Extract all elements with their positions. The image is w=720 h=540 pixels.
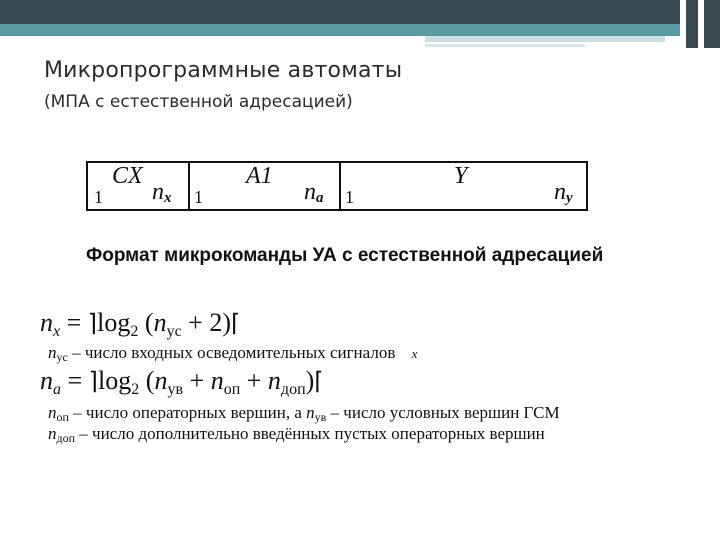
microcommand-format	[86, 161, 586, 209]
top-teal-bar	[0, 24, 720, 36]
field-start-index: 1	[345, 187, 354, 207]
field-length: $n_a$	[304, 179, 324, 206]
field-start-index: 1	[94, 187, 103, 207]
page-title: Микропрограммные автоматы	[44, 58, 403, 83]
top-dark-bar	[0, 0, 720, 24]
note-nus: $n_{ус}$ – число входных осведомительных сигналов x	[48, 343, 418, 364]
field-length: $n_y$	[554, 179, 573, 206]
corner-block	[704, 0, 720, 48]
format-caption: Формат микрокоманды УА с естественной адресацией	[86, 245, 604, 266]
corner-block	[686, 0, 698, 48]
field-start-index: 1	[194, 187, 203, 207]
note-nop: $n_{оп}$ – число операторных вершин, а $n_{ув}$ – число условных вершин ГСМ	[48, 403, 560, 424]
field-name: A1	[246, 163, 273, 189]
page-subtitle: (МПА с естественной адресацией)	[44, 92, 353, 112]
formula-na: $n_a$ = $⌉\log_2$ ($n_{ув} + n_{оп}$ + $n_{доп})⌈$	[40, 366, 324, 398]
field-length: $n_x$	[152, 179, 172, 206]
formula-nx: $n_x$ = $⌉\log_2$ ($n_{ус}$ + 2)⌈	[40, 308, 241, 340]
field-name: CX	[112, 163, 143, 189]
note-ndop: $n_{доп}$ – число дополнительно введённых пустых операторных вершин	[48, 424, 545, 445]
field-divider	[339, 161, 341, 211]
accent-line	[425, 36, 665, 42]
field-divider	[188, 161, 190, 211]
field-name: Y	[454, 163, 468, 189]
accent-line-thin	[425, 44, 585, 47]
